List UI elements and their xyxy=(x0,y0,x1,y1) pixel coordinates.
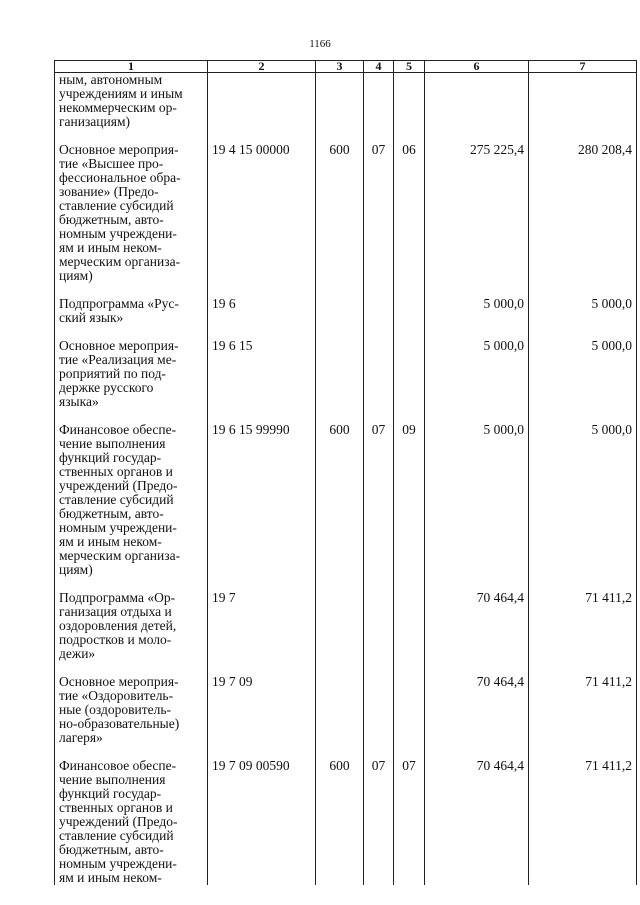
row-gap xyxy=(55,283,637,297)
row-code: 19 7 09 00590 xyxy=(208,759,316,885)
row-gap xyxy=(55,325,637,339)
row-code: 19 7 09 xyxy=(208,675,316,745)
row-amount-6 xyxy=(425,73,529,130)
row-amount-7: 5 000,0 xyxy=(529,339,637,409)
column-header-5: 5 xyxy=(394,61,425,73)
row-col3: 600 xyxy=(316,759,364,885)
row-col5: 07 xyxy=(394,759,425,885)
row-name: Подпрограмма «Рус- ский язык» xyxy=(55,297,208,325)
row-col3 xyxy=(316,339,364,409)
row-col3: 600 xyxy=(316,143,364,283)
row-gap xyxy=(55,745,637,759)
row-gap xyxy=(55,409,637,423)
row-amount-7: 280 208,4 xyxy=(529,143,637,283)
row-code: 19 6 15 99990 xyxy=(208,423,316,577)
row-code: 19 4 15 00000 xyxy=(208,143,316,283)
table-row xyxy=(55,591,637,661)
table-row xyxy=(55,339,637,409)
row-code xyxy=(208,73,316,130)
row-amount-6: 275 225,4 xyxy=(425,143,529,283)
row-name: Финансовое обеспе- чение выполнения функций государ- ственных органов и учреждений (Предо- ставление субсидий бюджетным, авто- номным учреждени- ям и иным неком- мерческим организа- циям) xyxy=(55,423,208,577)
row-code: 19 7 xyxy=(208,591,316,661)
row-gap xyxy=(55,577,637,591)
row-col3 xyxy=(316,297,364,325)
row-col5 xyxy=(394,675,425,745)
row-amount-7: 5 000,0 xyxy=(529,423,637,577)
row-gap xyxy=(55,661,637,675)
row-col4 xyxy=(364,339,394,409)
row-col3 xyxy=(316,73,364,130)
row-col4 xyxy=(364,73,394,130)
row-amount-7: 71 411,2 xyxy=(529,759,637,885)
column-header-2: 2 xyxy=(208,61,316,73)
row-amount-6: 5 000,0 xyxy=(425,339,529,409)
table-row xyxy=(55,297,637,325)
row-col3: 600 xyxy=(316,423,364,577)
header-row xyxy=(55,61,637,73)
row-code: 19 6 xyxy=(208,297,316,325)
column-header-1: 1 xyxy=(55,61,208,73)
row-amount-6: 70 464,4 xyxy=(425,591,529,661)
row-col5 xyxy=(394,73,425,130)
row-gap xyxy=(55,129,637,143)
table-row xyxy=(55,675,637,745)
row-amount-6: 70 464,4 xyxy=(425,675,529,745)
table-row xyxy=(55,73,637,130)
row-col5 xyxy=(394,297,425,325)
table-row xyxy=(55,423,637,577)
table-row xyxy=(55,759,637,885)
row-col4 xyxy=(364,675,394,745)
row-amount-6: 5 000,0 xyxy=(425,297,529,325)
row-amount-7: 5 000,0 xyxy=(529,297,637,325)
row-col4: 07 xyxy=(364,759,394,885)
row-name: ным, автономным учреждениям и иным некоммерческим ор- ганизациям) xyxy=(55,73,208,130)
row-col5: 09 xyxy=(394,423,425,577)
column-header-7: 7 xyxy=(529,61,637,73)
column-header-3: 3 xyxy=(316,61,364,73)
row-col4: 07 xyxy=(364,423,394,577)
row-col5: 06 xyxy=(394,143,425,283)
row-col4 xyxy=(364,591,394,661)
row-col4 xyxy=(364,297,394,325)
budget-table xyxy=(54,60,637,885)
row-col5 xyxy=(394,339,425,409)
column-header-4: 4 xyxy=(364,61,394,73)
row-name: Основное мероприя- тие «Оздоровитель- ные (оздоровитель- но-образовательные) лагеря» xyxy=(55,675,208,745)
table-row xyxy=(55,143,637,283)
row-col4: 07 xyxy=(364,143,394,283)
row-name: Основное мероприя- тие «Высшее про- фессиональное обра- зование» (Предо- ставление субсидий бюджетным, авто- номным учреждени- ям и иным неком- мерческим организа- циям) xyxy=(55,143,208,283)
page-number: 1166 xyxy=(309,38,331,50)
row-amount-7: 71 411,2 xyxy=(529,675,637,745)
row-amount-6: 5 000,0 xyxy=(425,423,529,577)
row-name: Финансовое обеспе- чение выполнения функций государ- ственных органов и учреждений (Предо- ставление субсидий бюджетным, авто- номным учреждени- ям и иным неком- xyxy=(55,759,208,885)
row-col5 xyxy=(394,591,425,661)
row-col3 xyxy=(316,591,364,661)
row-amount-7 xyxy=(529,73,637,130)
row-code: 19 6 15 xyxy=(208,339,316,409)
row-name: Основное мероприя- тие «Реализация ме- роприятий по под- держке русского языка» xyxy=(55,339,208,409)
row-amount-7: 71 411,2 xyxy=(529,591,637,661)
column-header-6: 6 xyxy=(425,61,529,73)
row-amount-6: 70 464,4 xyxy=(425,759,529,885)
row-col3 xyxy=(316,675,364,745)
row-name: Подпрограмма «Ор- ганизация отдыха и оздоровления детей, подростков и моло- дежи» xyxy=(55,591,208,661)
